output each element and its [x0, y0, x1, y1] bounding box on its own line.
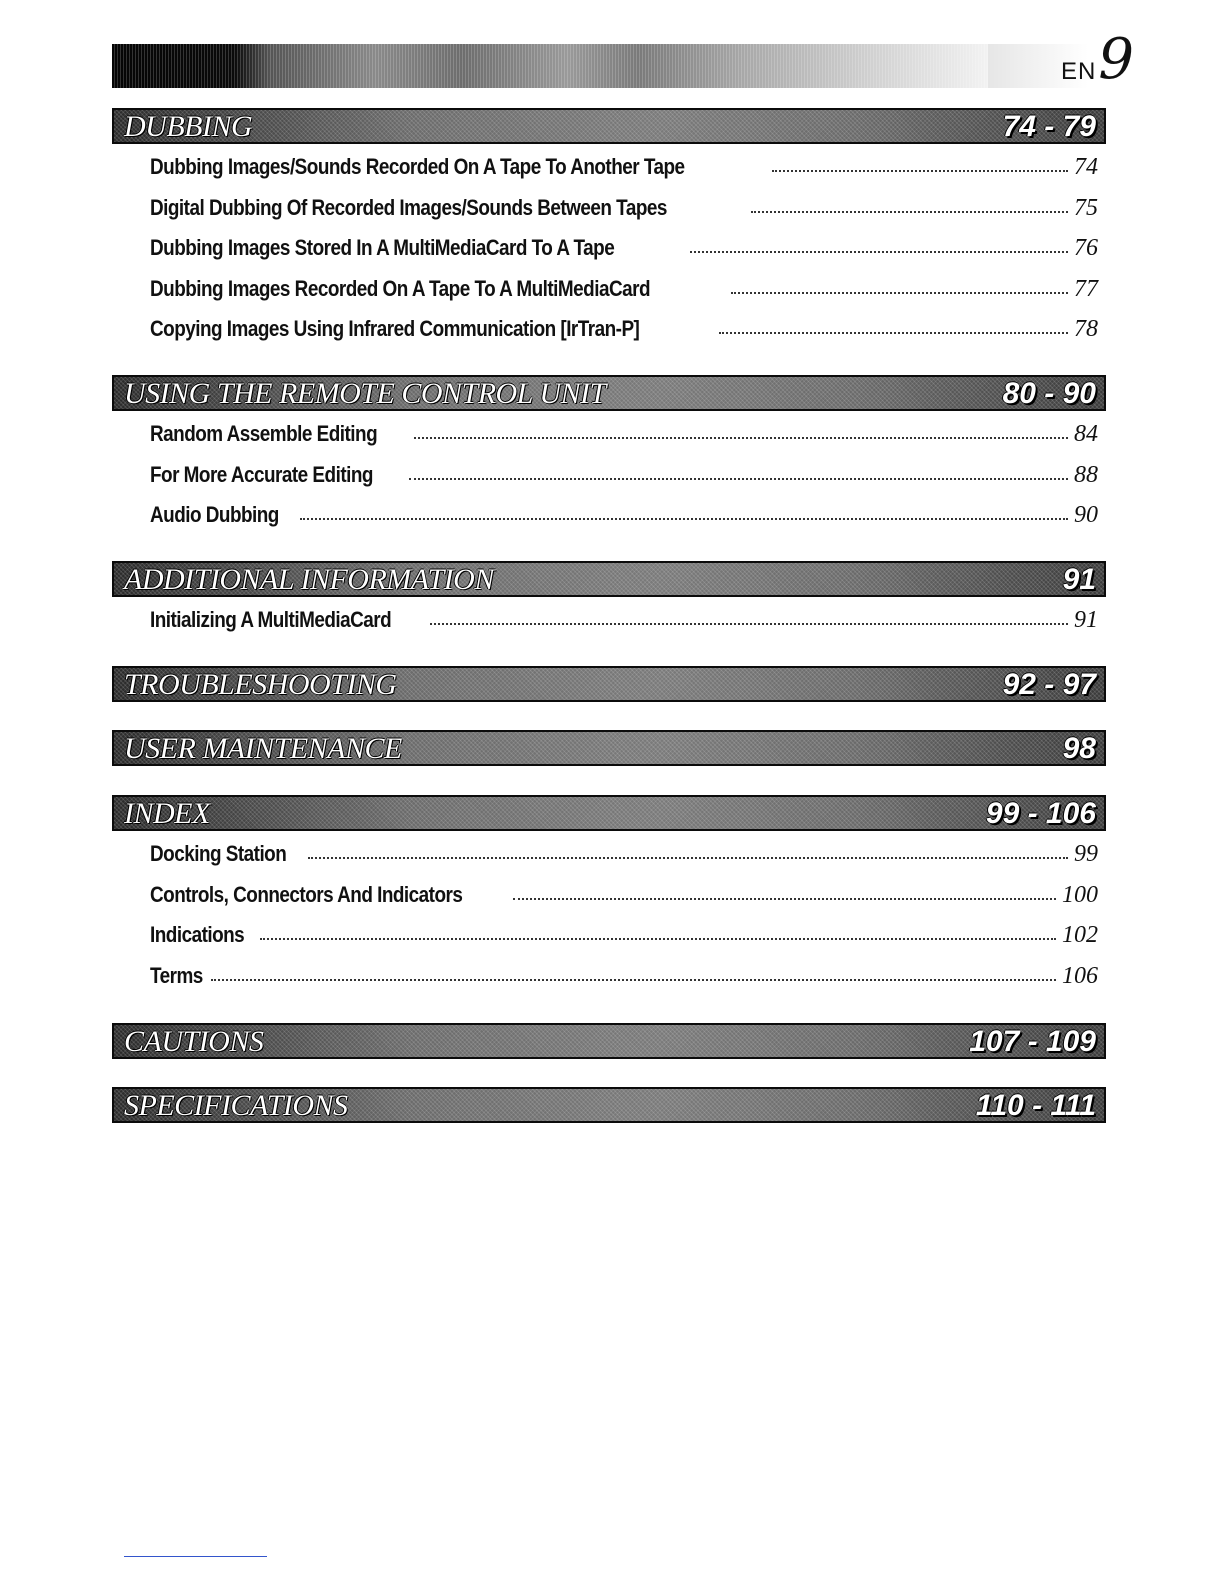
section-title: SPECIFICATIONS [124, 1089, 348, 1122]
toc-entry-title: Terms [150, 962, 203, 988]
leader-dots [719, 332, 1068, 334]
section-title: INDEX [124, 797, 210, 830]
leader-dots [300, 518, 1068, 520]
leader-dots [513, 898, 1056, 900]
section-header [112, 1023, 1106, 1059]
section-cautions [112, 1023, 1106, 1059]
leader-dots [260, 938, 1056, 940]
toc-entry-title: Docking Station [150, 841, 287, 866]
toc-entry[interactable] [150, 276, 1098, 317]
section-header [112, 561, 1106, 597]
toc-entry[interactable] [150, 882, 1098, 923]
toc-entry[interactable] [150, 421, 1098, 462]
leader-dots [430, 623, 1068, 625]
section-troubleshooting [112, 666, 1106, 702]
section-user-maintenance [112, 730, 1106, 766]
toc-entry[interactable] [150, 316, 1098, 357]
toc-entry-title: Dubbing Images Recorded On A Tape To A MultiMediaCard [150, 275, 650, 301]
toc-entry-page: 78 [1074, 316, 1098, 342]
section-title: CAUTIONS [124, 1025, 264, 1058]
section-additional-information [112, 561, 1106, 648]
toc-entry-title: For More Accurate Editing [150, 461, 373, 487]
section-header [112, 108, 1106, 144]
section-header [112, 795, 1106, 831]
toc-entry-page: 106 [1062, 962, 1098, 989]
page-number [1061, 27, 1134, 92]
section-header [112, 666, 1106, 702]
leader-dots [414, 437, 1068, 439]
section-title: USING THE REMOTE CONTROL UNIT [124, 377, 606, 410]
section-header [112, 1087, 1106, 1123]
leader-dots [211, 979, 1056, 981]
toc-entry[interactable] [150, 963, 1098, 1004]
section-specifications [112, 1087, 1106, 1123]
toc-entry-page: 88 [1074, 461, 1098, 488]
section-pages: 91 [1062, 563, 1096, 596]
toc-entry-page: 102 [1062, 922, 1098, 948]
toc-entry-title: Indications [150, 922, 245, 947]
leader-dots [731, 292, 1068, 294]
toc-entry-title: Dubbing Images/Sounds Recorded On A Tape To Another Tape [150, 154, 685, 179]
toc-entry[interactable] [150, 841, 1098, 882]
toc-entry-page: 84 [1074, 421, 1098, 447]
toc-entry-page: 76 [1074, 235, 1098, 261]
toc-entry-page: 75 [1074, 194, 1098, 221]
section-title: USER MAINTENANCE [124, 732, 402, 765]
section-header [112, 375, 1106, 411]
section-pages: 110 - 111 [975, 1089, 1096, 1122]
toc-entry[interactable] [150, 502, 1098, 543]
section-pages: 74 - 79 [1002, 110, 1096, 143]
leader-dots [308, 857, 1068, 859]
toc-entry[interactable] [150, 154, 1098, 195]
toc-entry-page: 99 [1074, 841, 1098, 867]
section-pages: 99 - 106 [985, 797, 1096, 830]
section-pages: 80 - 90 [1002, 377, 1096, 410]
section-title: ADDITIONAL INFORMATION [124, 563, 494, 596]
toc-entry[interactable] [150, 922, 1098, 963]
toc-entry-title: Initializing A MultiMediaCard [150, 607, 392, 632]
section-index [112, 795, 1106, 1003]
header-decorative-bar [112, 44, 988, 88]
toc-entry-title: Digital Dubbing Of Recorded Images/Sounds Between Tapes [150, 194, 667, 220]
footer-rule [124, 1556, 267, 1557]
toc-entry-page: 77 [1074, 275, 1098, 302]
section-pages: 92 - 97 [1002, 668, 1096, 701]
toc-entry-title: Audio Dubbing [150, 502, 279, 527]
toc-entry-page: 100 [1062, 881, 1098, 908]
section-title: DUBBING [124, 110, 253, 143]
toc-entry[interactable] [150, 195, 1098, 236]
toc-entry-title: Controls, Connectors And Indicators [150, 881, 463, 907]
leader-dots [751, 211, 1068, 213]
page-number-value: 9 [1098, 27, 1134, 92]
toc-entry-title: Dubbing Images Stored In A MultiMediaCard To A Tape [150, 235, 615, 260]
leader-dots [690, 251, 1068, 253]
section-pages: 98 [1062, 732, 1096, 765]
section-pages: 107 - 109 [969, 1025, 1096, 1058]
toc-entry-page: 91 [1074, 607, 1098, 633]
leader-dots [409, 478, 1068, 480]
toc-entry[interactable] [150, 607, 1098, 648]
section-remote-control [112, 375, 1106, 543]
section-header [112, 730, 1106, 766]
toc-entry-page: 90 [1074, 502, 1098, 528]
toc-entry[interactable] [150, 462, 1098, 503]
toc-entry-title: Copying Images Using Infrared Communication [IrTran-P] [150, 316, 640, 341]
section-dubbing [112, 108, 1106, 357]
toc-entry-page: 74 [1074, 154, 1098, 180]
toc-entry[interactable] [150, 235, 1098, 276]
language-code: EN [1061, 58, 1097, 85]
section-title: TROUBLESHOOTING [124, 668, 397, 701]
leader-dots [772, 170, 1068, 172]
toc-entry-title: Random Assemble Editing [150, 421, 378, 446]
